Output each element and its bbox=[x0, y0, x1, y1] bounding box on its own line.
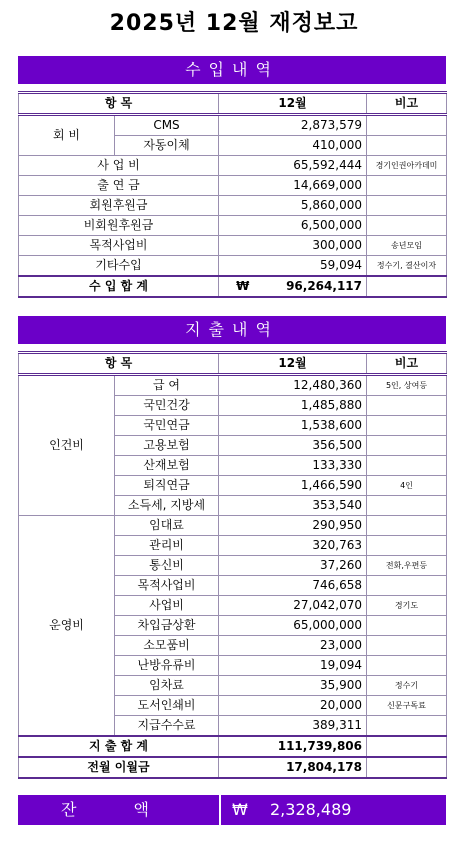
income-row bbox=[19, 196, 447, 216]
income-row-note: 정수기, 결산이자 bbox=[367, 256, 447, 277]
carryover-amount: 17,804,178 bbox=[219, 757, 367, 778]
expense-row-note bbox=[367, 616, 447, 636]
income-total-note bbox=[367, 276, 447, 297]
expense-row bbox=[19, 375, 447, 396]
income-row-amount: 2,873,579 bbox=[219, 115, 367, 136]
expense-row-label: 고용보험 bbox=[115, 436, 219, 456]
expense-row-note: 정수기 bbox=[367, 676, 447, 696]
expense-row-label: 지급수수료 bbox=[115, 716, 219, 737]
income-total-label: 수 입 합 계 bbox=[19, 276, 219, 297]
income-total-value: 96,264,117 bbox=[286, 279, 362, 293]
income-row-label: 비회원후원금 bbox=[19, 216, 219, 236]
expense-col-item: 항 목 bbox=[19, 353, 219, 375]
income-col-month: 12월 bbox=[219, 93, 367, 115]
income-row bbox=[19, 216, 447, 236]
expense-row-label: 난방유류비 bbox=[115, 656, 219, 676]
income-row-label: 사 업 비 bbox=[19, 156, 219, 176]
expense-row-label: 소득세, 지방세 bbox=[115, 496, 219, 516]
income-row-label: 회원후원금 bbox=[19, 196, 219, 216]
income-section-header: 수입내역 bbox=[18, 56, 446, 84]
expense-col-note: 비고 bbox=[367, 353, 447, 375]
income-row-note bbox=[367, 216, 447, 236]
expense-row-note bbox=[367, 436, 447, 456]
income-row-label: 목적사업비 bbox=[19, 236, 219, 256]
expense-row-note: 신문구독료 bbox=[367, 696, 447, 716]
expense-row-note bbox=[367, 656, 447, 676]
expense-row-label: 소모품비 bbox=[115, 636, 219, 656]
income-row-amount: 6,500,000 bbox=[219, 216, 367, 236]
income-row-note: 송년모임 bbox=[367, 236, 447, 256]
expense-row-amount: 23,000 bbox=[219, 636, 367, 656]
report-title: 2025년 12월 재정보고 bbox=[109, 11, 359, 36]
expense-row-note: 5인, 상여등 bbox=[367, 375, 447, 396]
income-row bbox=[19, 176, 447, 196]
income-col-item: 항 목 bbox=[19, 93, 219, 115]
expense-total-row bbox=[19, 736, 447, 757]
income-row-note bbox=[367, 196, 447, 216]
expense-row-label: 급 여 bbox=[115, 375, 219, 396]
income-row-note bbox=[367, 136, 447, 156]
expense-row-amount: 1,538,600 bbox=[219, 416, 367, 436]
income-total-row bbox=[19, 276, 447, 297]
income-row-label: 자동이체 bbox=[115, 136, 219, 156]
expense-row-amount: 1,485,880 bbox=[219, 396, 367, 416]
expense-row-note bbox=[367, 716, 447, 737]
expense-row bbox=[19, 516, 447, 536]
expense-row-amount: 133,330 bbox=[219, 456, 367, 476]
expense-header-row bbox=[19, 353, 447, 375]
income-row-amount: 14,669,000 bbox=[219, 176, 367, 196]
expense-row-label: 국민건강 bbox=[115, 396, 219, 416]
expense-row-label: 차입금상환 bbox=[115, 616, 219, 636]
income-row bbox=[19, 256, 447, 277]
expense-row-note bbox=[367, 516, 447, 536]
expense-total-label: 지 출 합 계 bbox=[19, 736, 219, 757]
expense-row-amount: 37,260 bbox=[219, 556, 367, 576]
expense-row-amount: 65,000,000 bbox=[219, 616, 367, 636]
expense-row-amount: 1,466,590 bbox=[219, 476, 367, 496]
expense-row-label: 국민연금 bbox=[115, 416, 219, 436]
expense-row-label: 관리비 bbox=[115, 536, 219, 556]
income-header-row bbox=[19, 93, 447, 115]
expense-row-amount: 35,900 bbox=[219, 676, 367, 696]
expense-row-label: 임대료 bbox=[115, 516, 219, 536]
expense-row-note bbox=[367, 456, 447, 476]
expense-row-note bbox=[367, 396, 447, 416]
carryover-note bbox=[367, 757, 447, 778]
expense-row-label: 통신비 bbox=[115, 556, 219, 576]
balance-amount: 2,328,489 bbox=[270, 800, 352, 819]
expense-row-note bbox=[367, 496, 447, 516]
expense-row-amount: 27,042,070 bbox=[219, 596, 367, 616]
income-row-amount: 65,592,444 bbox=[219, 156, 367, 176]
expense-row-amount: 20,000 bbox=[219, 696, 367, 716]
income-row-amount: 59,094 bbox=[219, 256, 367, 277]
expense-table bbox=[18, 351, 447, 779]
expense-row-label: 도서인쇄비 bbox=[115, 696, 219, 716]
expense-row-amount: 19,094 bbox=[219, 656, 367, 676]
fee-group-label: 회 비 bbox=[19, 115, 115, 156]
expense-row-label: 사업비 bbox=[115, 596, 219, 616]
income-col-note: 비고 bbox=[367, 93, 447, 115]
income-row-note: 경기인권아카데미 bbox=[367, 156, 447, 176]
income-row-amount: 5,860,000 bbox=[219, 196, 367, 216]
expense-row-note bbox=[367, 576, 447, 596]
expense-row-note: 경기도 bbox=[367, 596, 447, 616]
balance-bar bbox=[18, 795, 446, 825]
expense-col-month: 12월 bbox=[219, 353, 367, 375]
balance-label: 잔 액 bbox=[61, 800, 175, 819]
expense-row-amount: 12,480,360 bbox=[219, 375, 367, 396]
income-row-label: CMS bbox=[115, 115, 219, 136]
income-row-label: 기타수입 bbox=[19, 256, 219, 277]
carryover-row bbox=[19, 757, 447, 778]
expense-row-amount: 320,763 bbox=[219, 536, 367, 556]
expense-section-header: 지출내역 bbox=[18, 316, 446, 344]
income-row-note bbox=[367, 115, 447, 136]
expense-row-amount: 389,311 bbox=[219, 716, 367, 737]
expense-row-label: 산재보험 bbox=[115, 456, 219, 476]
expense-row-amount: 290,950 bbox=[219, 516, 367, 536]
won-sign: ₩ bbox=[236, 279, 250, 293]
income-row-label: 출 연 금 bbox=[19, 176, 219, 196]
expense-row-note bbox=[367, 536, 447, 556]
expense-row-label: 임차료 bbox=[115, 676, 219, 696]
expense-row-label: 목적사업비 bbox=[115, 576, 219, 596]
expense-row-label: 퇴직연금 bbox=[115, 476, 219, 496]
income-row-amount: 410,000 bbox=[219, 136, 367, 156]
expense-row-amount: 746,658 bbox=[219, 576, 367, 596]
expense-row-amount: 356,500 bbox=[219, 436, 367, 456]
personnel-group-label: 인건비 bbox=[19, 375, 115, 516]
expense-row-note bbox=[367, 636, 447, 656]
expense-row-note: 4인 bbox=[367, 476, 447, 496]
expense-total-note bbox=[367, 736, 447, 757]
expense-row-note: 전화,우편등 bbox=[367, 556, 447, 576]
expense-row-amount: 353,540 bbox=[219, 496, 367, 516]
expense-total-amount: 111,739,806 bbox=[219, 736, 367, 757]
carryover-label: 전월 이월금 bbox=[19, 757, 219, 778]
income-row-amount: 300,000 bbox=[219, 236, 367, 256]
income-row-note bbox=[367, 176, 447, 196]
income-row-cms bbox=[19, 115, 447, 136]
income-total-amount bbox=[219, 276, 367, 297]
operating-group-label: 운영비 bbox=[19, 516, 115, 737]
income-table bbox=[18, 91, 447, 298]
balance-divider bbox=[219, 795, 221, 825]
income-row bbox=[19, 236, 447, 256]
income-row bbox=[19, 156, 447, 176]
expense-row-note bbox=[367, 416, 447, 436]
won-sign: ₩ bbox=[232, 800, 248, 819]
